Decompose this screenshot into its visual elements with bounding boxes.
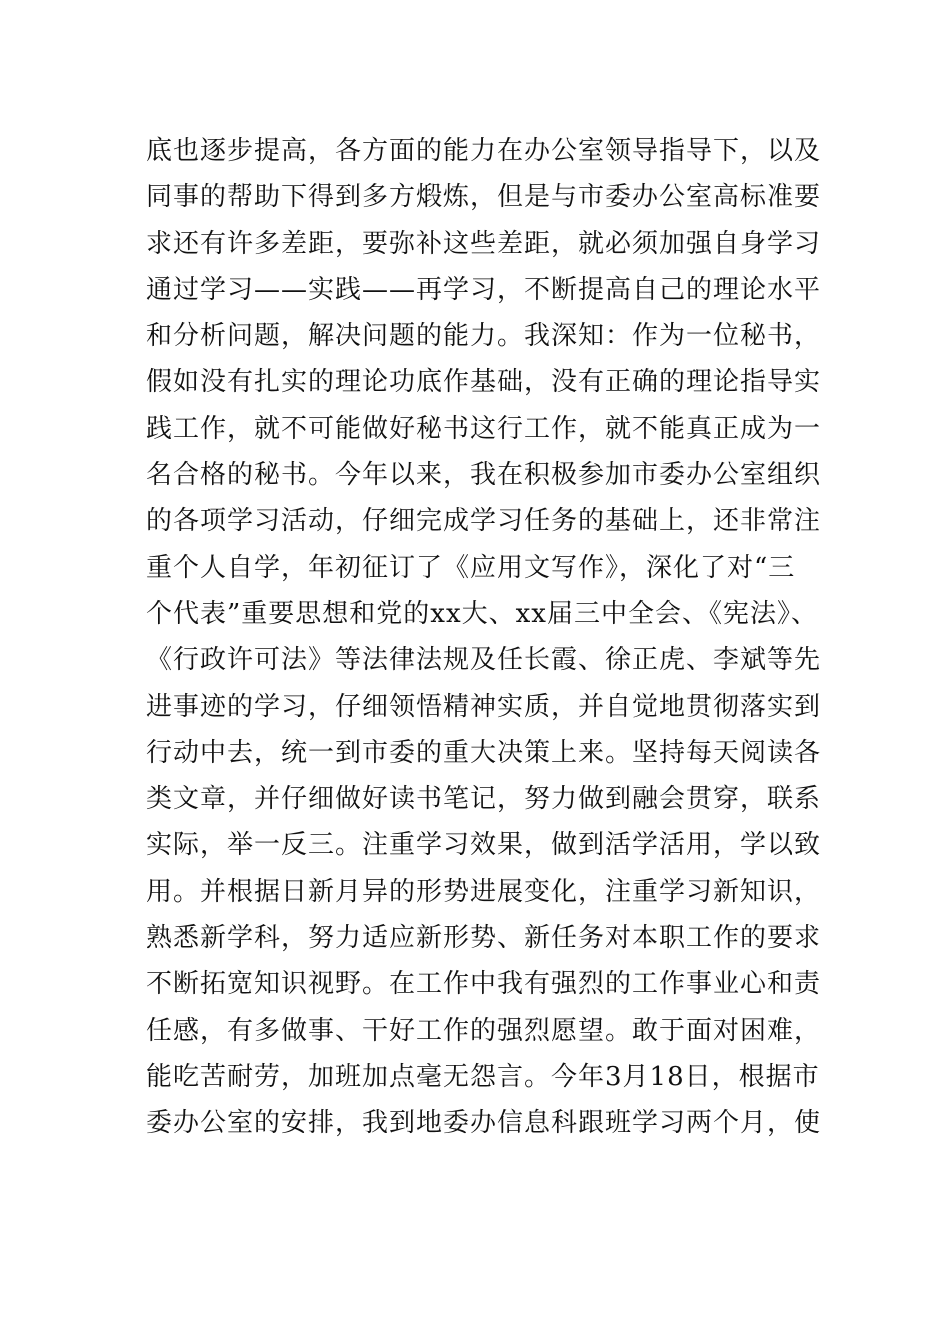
- text-line: 任感，有多做事、干好工作的强烈愿望。敢于面对困难，: [146, 1015, 822, 1046]
- text-line: 同事的帮助下得到多方煅炼，但是与市委办公室高标准要: [146, 182, 822, 213]
- text-line: 用。并根据日新月异的形势进展变化，注重学习新知识，: [146, 876, 822, 907]
- text-line: 行动中去，统一到市委的重大决策上来。坚持每天阅读各: [146, 737, 822, 768]
- text-line: 能吃苦耐劳，加班加点毫无怨言。今年3月18日，根据市: [146, 1061, 820, 1092]
- text-line: 名合格的秘书。今年以来，我在积极参加市委办公室组织: [146, 460, 822, 491]
- text-line: 通过学习——实践——再学习，不断提高自己的理论水平: [146, 274, 822, 305]
- text-line: 底也逐步提高，各方面的能力在办公室领导指导下，以及: [146, 136, 822, 166]
- text-line: 委办公室的安排，我到地委办信息科跟班学习两个月，使: [146, 1108, 822, 1139]
- text-line: 实际，举一反三。注重学习效果，做到活学活用，学以致: [146, 830, 822, 861]
- text-line: 个代表”重要思想和党的xx大、xx届三中全会、《宪法》、: [146, 598, 818, 629]
- text-line: 求还有许多差距，要弥补这些差距，就必须加强自身学习: [146, 228, 822, 259]
- text-line: 假如没有扎实的理论功底作基础，没有正确的理论指导实: [146, 367, 822, 398]
- text-line: 的各项学习活动，仔细完成学习任务的基础上，还非常注: [146, 506, 822, 537]
- text-line: 重个人自学，年初征订了《应用文写作》，深化了对“三: [146, 552, 796, 583]
- text-line: 践工作，就不可能做好秘书这行工作，就不能真正成为一: [146, 413, 822, 444]
- text-line: 进事迹的学习，仔细领悟精神实质，并自觉地贯彻落实到: [146, 691, 822, 722]
- text-line: 《行政许可法》等法律法规及任长霞、徐正虎、李斌等先: [146, 645, 822, 676]
- text-line: 不断拓宽知识视野。在工作中我有强烈的工作事业心和责: [146, 969, 822, 1000]
- body-text: [146, 128, 846, 1147]
- text-line: 类文章，并仔细做好读书笔记，努力做到融会贯穿，联系: [146, 784, 822, 815]
- text-line: 熟悉新学科，努力适应新形势、新任务对本职工作的要求: [146, 923, 822, 954]
- text-line: 和分析问题，解决问题的能力。我深知：作为一位秘书，: [146, 321, 822, 352]
